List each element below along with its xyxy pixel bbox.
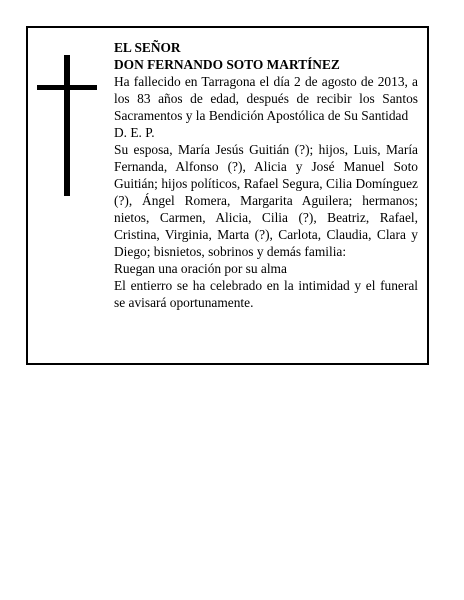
rip-line: D. E. P.	[114, 125, 155, 140]
deceased-title: EL SEÑOR	[114, 40, 181, 55]
deceased-name: DON FERNANDO SOTO MARTÍNEZ	[114, 57, 340, 72]
death-statement: Ha fallecido en Tarragona el día 2 de agosto de 2013, a los 83 años de edad, después de recibir los Santos Sacramentos y la Bendición Apostólica de Su Santidad	[114, 74, 418, 123]
prayer-request: Ruegan una oración por su alma	[114, 261, 287, 276]
cross-horizontal-bar	[37, 85, 97, 90]
cross-vertical-bar	[64, 55, 70, 196]
family-list: Su esposa, María Jesús Guitián (?); hijos, Luis, María Fernanda, Alfonso (?), Alicia y José Manuel Soto Guitián; hijos políticos, Rafael Segura, Cilia Domínguez (?), Ángel Romera, Margarita Aguilera; hermanos; nietos, Carmen, Alicia, Cilia (?), Beatriz, Rafael, Cristina, Virginia, Marta (?), Carlota, Claudia, Clara y Diego; bisnietos, sobrinos y demás familia:	[114, 142, 418, 259]
obituary-text	[114, 39, 418, 311]
funeral-info: El entierro se ha celebrado en la intimidad y el funeral se avisará oportunamente.	[114, 278, 418, 310]
